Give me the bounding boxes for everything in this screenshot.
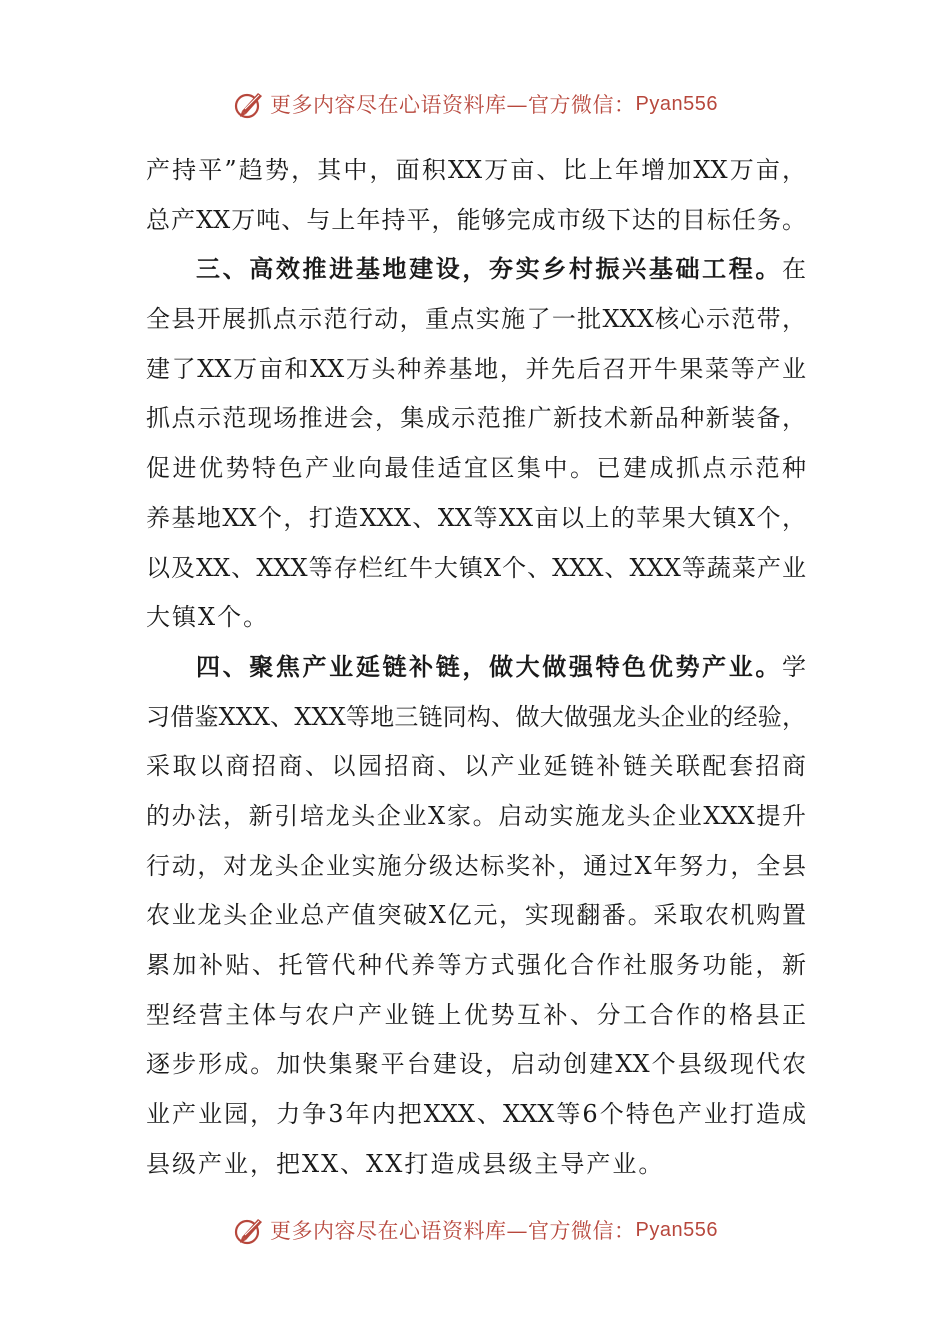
header-banner xyxy=(0,80,950,128)
text-fragment: 在 xyxy=(782,255,806,284)
footer-banner xyxy=(0,1206,950,1254)
banner-text: 更多内容尽在心语资料库—官方微信： xyxy=(270,1219,636,1243)
text-line: 行动，对龙头企业实施分级达标奖补，通过X年努力，全县 xyxy=(146,851,806,880)
text-line: 累加补贴、托管代种代养等方式强化合作社服务功能，新 xyxy=(146,951,806,979)
pen-nib-logo-icon xyxy=(232,87,266,121)
text-line: 逐步形成。加快集聚平台建设，启动创建XX个县级现代农 xyxy=(146,1050,806,1079)
banner-text: 更多内容尽在心语资料库—官方微信： xyxy=(270,93,636,117)
text-fragment: 学 xyxy=(782,652,806,681)
text-line: 采取以商招商、以园招商、以产业延链补链关联配套招商 xyxy=(146,752,806,781)
document-body xyxy=(146,146,806,1189)
text-line: 型经营主体与农户产业链上优势互补、分工合作的格县正 xyxy=(146,1000,806,1029)
text-line: 业产业园，力争3年内把XXX、XXX等6个特色产业打造成 xyxy=(146,1100,806,1129)
section-heading-line xyxy=(146,643,806,693)
text-line: 农业龙头企业总产值突破X亿元，实现翻番。采取农机购置 xyxy=(146,901,806,930)
text-line: 促进优势特色产业向最佳适宜区集中。已建成抓点示范种 xyxy=(146,454,806,483)
text-line: 产持平”趋势，其中，面积XX万亩、比上年增加XX万亩， xyxy=(146,156,806,184)
pen-nib-logo-icon xyxy=(232,1213,266,1247)
banner-wechat-id: Pyan556 xyxy=(635,1218,718,1241)
section-heading-4: 四、聚焦产业延链补链，做大做强特色优势产业。 xyxy=(196,652,782,681)
section-heading-line xyxy=(146,245,806,295)
text-line: 建了XX万亩和XX万头种养基地，并先后召开牛果菜等产业 xyxy=(146,354,806,383)
text-line: 以及XX、XXX等存栏红牛大镇X个、XXX、XXX等蔬菜产业 xyxy=(146,553,806,582)
banner-wechat-id: Pyan556 xyxy=(635,92,718,115)
text-line: 大镇X个。 xyxy=(146,603,270,632)
text-line: 的办法，新引培龙头企业X家。启动实施龙头企业XXX提升 xyxy=(146,801,806,830)
text-line: 全县开展抓点示范行动，重点实施了一批XXX核心示范带， xyxy=(146,305,806,334)
text-line: 抓点示范现场推进会，集成示范推广新技术新品种新装备， xyxy=(146,404,806,433)
text-line: 县级产业，把XX、XX打造成县级主导产业。 xyxy=(146,1149,665,1178)
section-heading-3: 三、高效推进基地建设，夯实乡村振兴基础工程。 xyxy=(196,255,782,284)
text-line: 总产XX万吨、与上年持平，能够完成市级下达的目标任务。 xyxy=(146,205,806,234)
text-line: 养基地XX个，打造XXX、XX等XX亩以上的苹果大镇X个， xyxy=(146,503,806,532)
text-line: 习借鉴XXX、XXX等地三链同构、做大做强龙头企业的经验， xyxy=(146,702,806,731)
